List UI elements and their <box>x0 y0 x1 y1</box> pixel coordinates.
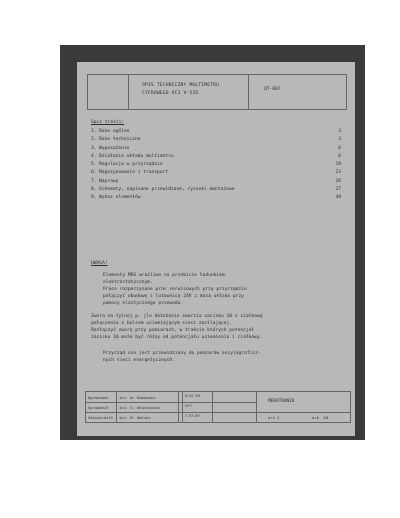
title-block-divider <box>178 392 179 422</box>
toc-title: Wyposażenie <box>99 145 130 151</box>
title-block <box>85 391 351 423</box>
title-block-divider <box>212 392 213 422</box>
person-name: inż. S. Wiśniewski <box>119 405 161 410</box>
notice-line: połączenie z bolcem uziemiającym sieci zasilającej. <box>91 321 233 326</box>
notice-line: nych sieci energetycznych. <box>103 358 175 363</box>
toc-number: 5. <box>91 162 97 168</box>
header-divider <box>128 75 129 109</box>
sheet-number: ark 2 <box>268 415 280 420</box>
signature: 007 <box>185 403 193 408</box>
toc-title: Działanie układu multimetru <box>99 153 174 159</box>
toc-number: 2. <box>91 137 97 143</box>
header-divider <box>248 75 249 109</box>
toc-title: Wykaz elementów <box>99 195 141 201</box>
title-block-divider <box>116 392 117 422</box>
contents-heading: Spis treści: <box>91 120 125 125</box>
document-title: OPIS TECHNICZNY MULTIMETRU <box>142 83 220 88</box>
toc-page: 3 <box>338 137 341 143</box>
document-subtitle: CYFROWEGO VC3 V-535 <box>142 91 199 96</box>
company-name: MERATRONIK <box>268 399 295 404</box>
toc-number: 8. <box>91 187 97 193</box>
document-page <box>77 62 355 436</box>
title-block-divider <box>182 392 183 422</box>
notice-line: Prace rozpoczynane prac serwisowych przy przyrządzie <box>103 287 247 292</box>
role-label: Zatwierdził <box>88 415 114 420</box>
toc-page: 6 <box>338 145 341 151</box>
toc-page: 3 <box>338 129 341 134</box>
role-label: Sprawdził <box>88 405 109 410</box>
notice-line: Przyrząd nie jest przewidziany do pomiarów oscylograficz- <box>103 351 261 356</box>
person-name: inż. M. Wolski <box>119 415 152 420</box>
toc-row <box>91 171 341 179</box>
title-block-rule <box>86 412 350 413</box>
notice-line: połączyć obudowę i lutownicę 24V z masą układu przy <box>103 294 245 299</box>
toc-page: 19 <box>335 162 341 168</box>
toc-page: 26 <box>335 178 341 184</box>
signature: K.M. 89 <box>185 393 201 398</box>
toc-title: Schematy, napisane przewidzane, rysunki montażowe <box>99 187 235 193</box>
sheet-count: ark. 50 <box>312 415 329 420</box>
notice-line: elektrostatycznym. <box>103 280 153 285</box>
title-block-rule <box>86 402 256 403</box>
toc-title: Naprawy <box>99 178 119 184</box>
toc-number: 9. <box>91 195 97 201</box>
toc-number: 7. <box>91 178 97 184</box>
signature: 1.01.89 <box>185 413 200 418</box>
toc-row <box>91 196 341 204</box>
toc-number: 3. <box>91 145 97 151</box>
toc-number: 4. <box>91 153 97 159</box>
notice-heading: UWAGA! <box>91 261 108 266</box>
toc-page: 23 <box>335 170 341 176</box>
header-box <box>87 74 347 110</box>
toc-title: Dane ogólne <box>99 129 130 134</box>
notice-line: zacisku 10 może być różny od potencjału uziemienia i ciałkowy. <box>91 335 263 340</box>
toc-number: 6. <box>91 170 97 176</box>
notice-line: Zwora na tylnej p. jle dołożonie zwarcia zacisku 10 z ciałkową <box>91 314 263 319</box>
toc-page: 6 <box>338 153 341 159</box>
toc-title: Regulacja w przyrządzie <box>99 162 163 168</box>
toc-title: Dane techniczne <box>99 137 141 143</box>
document-code: OT-807 <box>264 87 281 92</box>
role-label: Opracował <box>88 395 109 400</box>
table-of-contents <box>91 130 341 205</box>
toc-page: 27 <box>335 187 341 193</box>
notice-line: pomocy elastycznego przewodu. <box>103 301 184 306</box>
person-name: inż. W. Bonawski <box>119 395 156 400</box>
title-block-divider <box>256 392 257 422</box>
notice-line: Elementy MOS wrażliwe na przebicie ładunkiem <box>103 273 225 278</box>
notice-line: Rozłączyć zworę przy pomiarach, w trakcie których potencjał <box>91 328 255 333</box>
toc-page: 48 <box>335 195 341 201</box>
toc-title: Magazynowanie i transport <box>99 170 169 176</box>
toc-number: 1. <box>91 129 97 134</box>
